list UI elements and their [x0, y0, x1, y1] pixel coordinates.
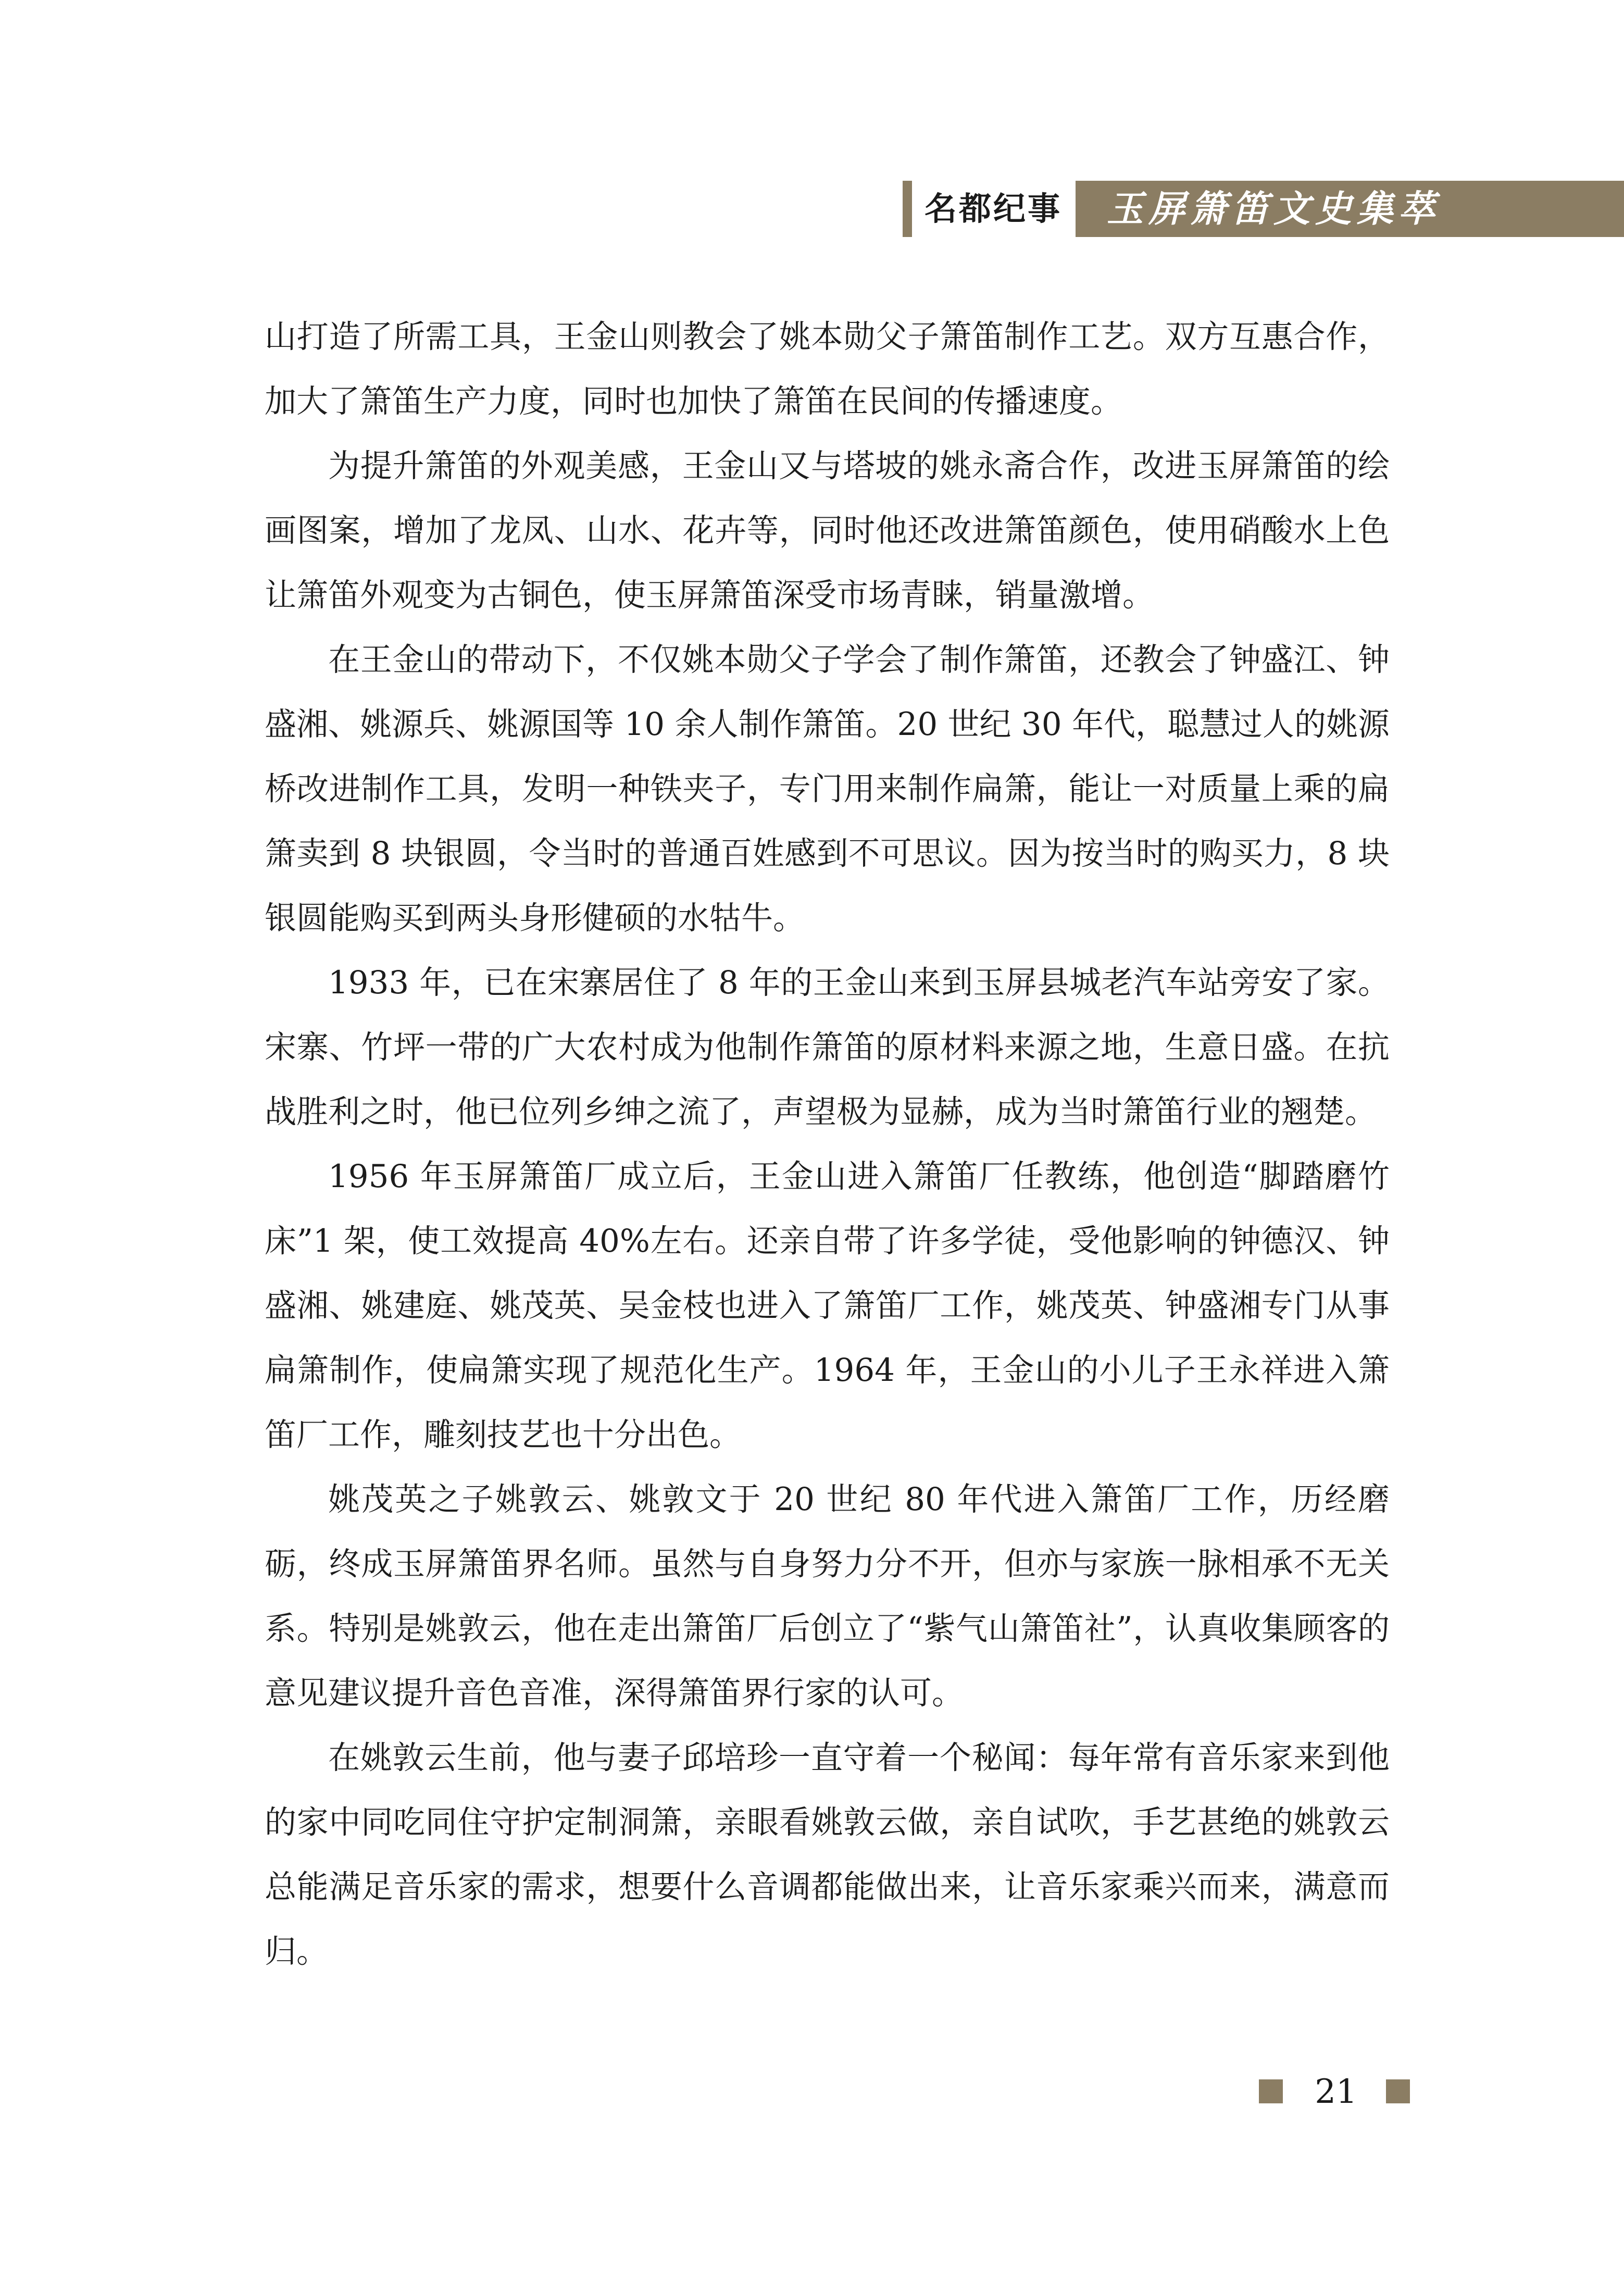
paragraph: 1933 年，已在宋寨居住了 8 年的王金山来到玉屏县城老汽车站旁安了家。宋寨、竹坪一带的广大农村成为他制作箫笛的原材料来源之地，生意日盛。在抗战胜利之时，他已位列乡绅之流了，声望极为显赫，成为当时箫笛行业的翘楚。 [265, 964, 1390, 1130]
header-accent-bar [903, 181, 912, 237]
paragraph: 姚茂英之子姚敦云、姚敦文于 20 世纪 80 年代进入箫笛厂工作，历经磨砺，终成玉屏箫笛界名师。虽然与自身努力分不开，但亦与家族一脉相承不无关系。特别是姚敦云，他在走出箫笛厂后创立了“紫气山箫笛社”，认真收集顾客的意见建议提升音色音准，深得箫笛界行家的认可。 [265, 1481, 1390, 1712]
series-title-band [1076, 181, 1624, 237]
paragraph: 山打造了所需工具，王金山则教会了姚本勋父子箫笛制作工艺。双方互惠合作，加大了箫笛生产力度，同时也加快了箫笛在民间的传播速度。 [265, 318, 1390, 420]
running-header [903, 181, 1624, 237]
page-footer [1259, 2072, 1415, 2114]
series-title: 玉屏箫笛文史集萃 [1107, 187, 1440, 230]
section-title: 名都纪事 [925, 190, 1063, 228]
footer-square-right [1386, 2079, 1410, 2103]
paragraph: 为提升箫笛的外观美感，王金山又与塔坡的姚永斋合作，改进玉屏箫笛的绘画图案，增加了龙凤、山水、花卉等，同时他还改进箫笛颜色，使用硝酸水上色让箫笛外观变为古铜色，使玉屏箫笛深受市场青睐，销量激增。 [265, 447, 1390, 614]
page-number: 21 [1315, 2073, 1357, 2111]
paragraph: 1956 年玉屏箫笛厂成立后，王金山进入箫笛厂任教练，他创造“脚踏磨竹床”1 架，使工效提高 40%左右。还亲自带了许多学徒，受他影响的钟德汉、钟盛湘、姚建庭、姚茂英、吴金枝也进入了箫笛厂工作，姚茂英、钟盛湘专门从事扁箫制作，使扁箫实现了规范化生产。1964 年，王金山的小儿子王永祥进入箫笛厂工作，雕刻技艺也十分出色。 [265, 1158, 1390, 1453]
paragraph: 在王金山的带动下，不仅姚本勋父子学会了制作箫笛，还教会了钟盛江、钟盛湘、姚源兵、姚源国等 10 余人制作箫笛。20 世纪 30 年代，聪慧过人的姚源桥改进制作工具，发明一种铁夹子，专门用来制作扁箫，能让一对质量上乘的扁箫卖到 8 块银圆，令当时的普通百姓感到不可思议。因为按当时的购买力，8 块银圆能购买到两头身形健硕的水牯牛。 [265, 641, 1390, 937]
footer-square-left [1259, 2079, 1283, 2103]
body-text [265, 305, 1390, 1984]
paragraph: 在姚敦云生前，他与妻子邱培珍一直守着一个秘闻：每年常有音乐家来到他的家中同吃同住守护定制洞箫，亲眼看姚敦云做，亲自试吹，手艺甚绝的姚敦云总能满足音乐家的需求，想要什么音调都能做出来，让音乐家乘兴而来，满意而归。 [265, 1739, 1390, 1970]
